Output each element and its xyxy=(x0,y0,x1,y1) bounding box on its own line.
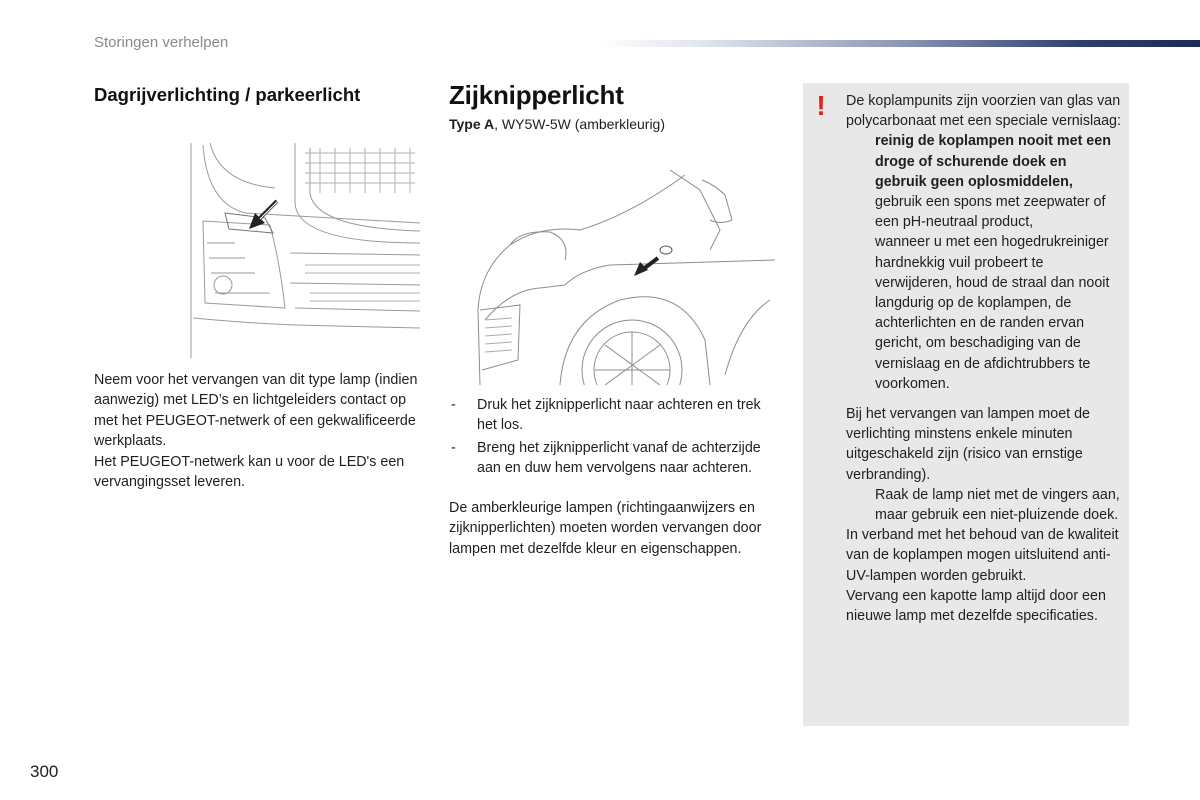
notice-bullet xyxy=(846,131,1121,192)
step-dash: - xyxy=(451,397,456,413)
notice-intro: De koplampunits zijn voorzien van glas van polycarbonaat met een speciale vernislaag: xyxy=(846,93,1121,130)
daytime-lights-heading: Dagrijverlichting / parkeerlicht xyxy=(94,84,361,105)
step-dash: - xyxy=(451,439,456,456)
col1-paragraph-2: Het PEUGEOT-netwerk kan u voor de LED's een vervangingsset leveren. xyxy=(94,453,405,491)
step-item xyxy=(449,395,769,436)
step-text: Breng het zijknipperlicht vanaf de achterzijde aan en duw hem vervolgens naar achteren. xyxy=(477,439,761,477)
page-number: 300 xyxy=(30,762,59,781)
step-item xyxy=(449,438,769,479)
col1-body xyxy=(94,370,424,492)
col1-paragraph-1: Neem voor het vervangen van dit type lamp (indien aanwezig) met LED’s en lichtgeleiders contact op met het PEUGEOT-netwerk of een gekwalificeerde werkplaats. xyxy=(94,372,418,450)
front-bumper-illustration xyxy=(185,143,420,358)
lamp-type-label: Type A xyxy=(449,116,495,132)
notice-paragraph-4: Vervang een kapotte lamp altijd door een nieuwe lamp met dezelfde specificaties. xyxy=(846,587,1106,625)
side-indicator-heading: Zijknipperlicht xyxy=(449,80,624,110)
warning-icon: ! xyxy=(816,90,826,121)
notice-bullet-text: wanneer u met een hogedrukreiniger hardnekkig vuil probeert te verwijderen, houd de straal dan nooit langdurig op de koplampen, de achterlichten en de randen ervan gericht, om beschadiging van de vernislaag en de afdichtrubbers te voorkomen. xyxy=(875,234,1110,392)
header-gradient-bar xyxy=(600,40,1200,47)
notice-paragraph-3: In verband met het behoud van de kwaliteit van de koplampen mogen uitsluitend anti-UV-lampen worden gebruikt. xyxy=(846,527,1119,584)
notice-bullet-text: gebruik een spons met zeepwater of een pH-neutraal product, xyxy=(875,194,1106,231)
lamp-type-line xyxy=(449,116,665,132)
amber-lamp-note: De amberkleurige lampen (richtingaanwijzers en zijknipperlichten) moeten worden vervangen door lampen met dezelfde kleur en eigenschappen. xyxy=(449,500,762,557)
removal-steps xyxy=(449,395,769,481)
notice-text xyxy=(846,91,1121,626)
notice-bullet xyxy=(846,485,1121,525)
notice-bullet xyxy=(846,232,1121,394)
notice-bullet-text: Raak de lamp niet met de vingers aan, maar gebruik een niet-pluizende doek. xyxy=(875,486,1120,524)
notice-bullet xyxy=(846,192,1121,232)
section-title: Storingen verhelpen xyxy=(94,34,229,51)
step-text: Druk het zijknipperlicht naar achteren en trek het los. xyxy=(477,397,761,434)
notice-bullet-text: reinig de koplampen nooit met een droge of schurende doek en gebruik geen oplosmiddelen, xyxy=(875,133,1111,190)
lamp-type-spec: , WY5W-5W (amberkleurig) xyxy=(494,116,666,132)
front-wing-illustration xyxy=(470,170,775,385)
notice-paragraph-2: Bij het vervangen van lampen moet de verlichting minstens enkele minuten uitgeschakeld zijn (risico van ernstige verbranding). xyxy=(846,406,1090,483)
